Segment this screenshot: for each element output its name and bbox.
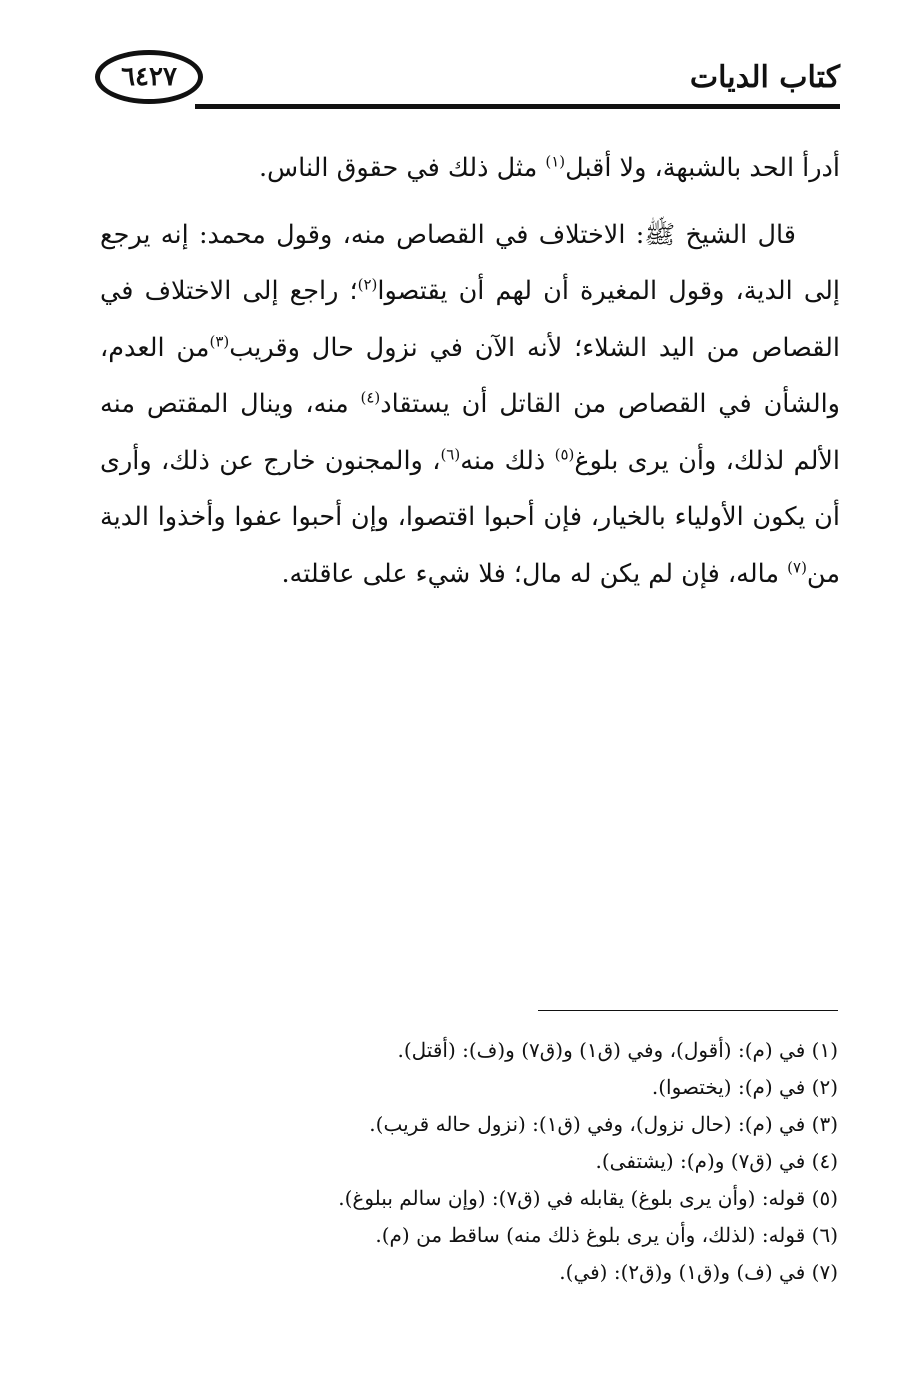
footnote-item: (٦) قوله: (لذلك، وأن يرى بلوغ ذلك منه) ساقط من (م). xyxy=(375,1223,838,1247)
footnote-rule xyxy=(538,1010,838,1011)
text-span: ماله، فإن لم يكن له مال؛ فلا شيء على عاقلته. xyxy=(281,558,788,589)
header-rule xyxy=(195,104,840,109)
main-text xyxy=(100,140,840,612)
footnote-ref: (١) xyxy=(545,152,566,171)
paragraph-1 xyxy=(100,140,840,197)
footnote-item: (٣) في (م): (حال نزول)، وفي (ق١): (نزول حاله قريب). xyxy=(369,1112,838,1136)
text-span: من العدم، والشأن في القصاص من القاتل أن يستقاد xyxy=(100,332,840,419)
footnotes xyxy=(100,1032,838,1291)
book-title: كتاب الديات xyxy=(689,60,840,95)
footnote-item: (٧) في (ف) و(ق١) و(ق٢): (في). xyxy=(559,1260,838,1284)
page-number: ٦٤٢٧ xyxy=(95,50,203,104)
footnote-ref: (٢) xyxy=(357,275,378,294)
text-span: أدرأ الحد بالشبهة، ولا أقبل xyxy=(565,153,840,183)
text-span: قال الشيخ ﷺ: الاختلاف في القصاص منه، وقول محمد: إنه يرجع إلى الدية، وقول المغيرة أن لهم أن يقتصوا xyxy=(100,219,840,306)
paragraph-2 xyxy=(100,207,840,603)
footnote-ref: (٣) xyxy=(209,332,230,350)
text-span: ؛ راجع إلى الاختلاف في القصاص من اليد الشلاء؛ لأنه الآن في نزول حال وقريب xyxy=(100,276,840,363)
page-header xyxy=(95,50,840,120)
text-span: مثل ذلك في حقوق الناس. xyxy=(258,153,546,183)
footnote-item: (٢) في (م): (يختصوا). xyxy=(651,1075,838,1099)
footnote-item: (٥) قوله: (وأن يرى بلوغ) يقابله في (ق٧): (وإن سالم ببلوغ). xyxy=(338,1186,838,1210)
footnote-ref: (٤) xyxy=(360,388,381,407)
text-span: ذلك منه xyxy=(460,445,555,476)
footnote-ref: (٧) xyxy=(787,558,807,576)
footnote-ref: (٥) xyxy=(554,445,575,463)
footnote-item: (٤) في (ق٧) و(م): (يشتفى). xyxy=(595,1149,838,1173)
text-span: منه، وينال المقتص منه الألم لذلك، وأن يرى بلوغ xyxy=(100,389,840,476)
footnote-ref: (٦) xyxy=(440,445,461,463)
footnote-item: (١) في (م): (أقول)، وفي (ق١) و(ق٧) و(ف): (أقتل). xyxy=(397,1038,838,1062)
text-span: ، والمجنون خارج عن ذلك، وأرى أن يكون الأولياء بالخيار، فإن أحبوا اقتصوا، وإن أحبوا عفوا وأخذوا الدية من xyxy=(100,445,840,589)
